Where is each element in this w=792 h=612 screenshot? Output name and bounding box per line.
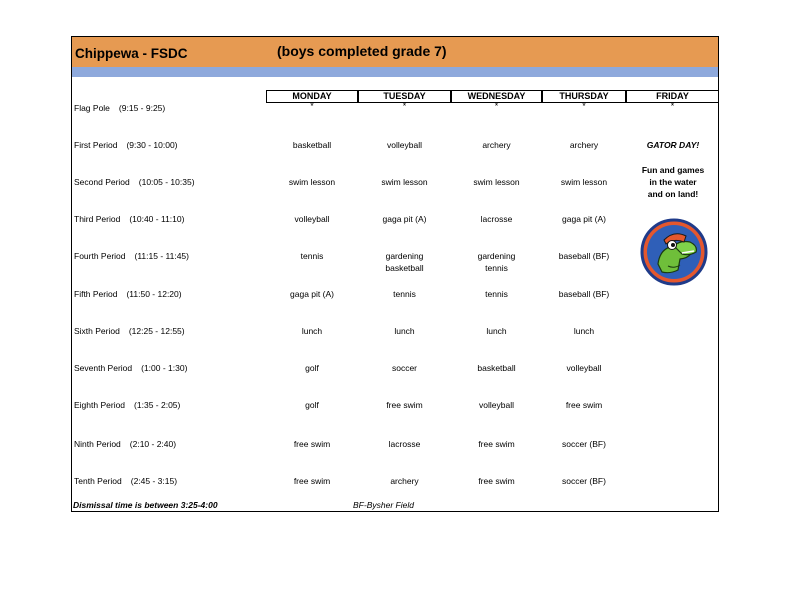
activity-cell: free swim	[478, 439, 515, 449]
period-time: (1:00 - 1:30)	[141, 363, 188, 373]
activity-cell: lunch	[573, 326, 595, 336]
activity-cell: soccer (BF)	[562, 439, 606, 449]
activity-cell: tennis	[300, 251, 324, 261]
friday-fun-text	[625, 164, 721, 200]
dismissal-note: Dismissal time is between 3:25-4:00	[73, 500, 218, 510]
flag-pole-marker: *	[494, 101, 499, 111]
day-header-thursday: THURSDAY	[542, 90, 626, 103]
period-name: Second Period	[74, 177, 130, 187]
flag-pole-marker: *	[670, 101, 675, 111]
header-band	[72, 37, 718, 67]
period-time: (1:35 - 2:05)	[134, 400, 181, 410]
day-header-monday: MONDAY	[266, 90, 358, 103]
activity-cell: free swim	[293, 476, 331, 486]
period-time: (2:45 - 3:15)	[130, 476, 178, 486]
period-name: Eighth Period	[74, 400, 126, 410]
fun-line: Fun and games	[641, 165, 705, 175]
activity-cell: volleyball	[566, 363, 602, 373]
activity-cell: lunch	[394, 326, 415, 336]
period-label	[74, 289, 182, 299]
activity-cell: archery	[482, 140, 511, 150]
activity-cell: soccer	[391, 363, 418, 373]
activity-cell: swim lesson	[288, 177, 336, 187]
period-name: Tenth Period	[74, 476, 122, 486]
period-time: (11:15 - 11:45)	[134, 251, 189, 261]
period-name: Fourth Period	[74, 251, 126, 261]
period-time: (11:50 - 12:20)	[126, 289, 182, 299]
activity-cell: golf	[305, 400, 319, 410]
activity-cell: baseball (BF)	[558, 289, 610, 299]
period-time: (12:25 - 12:55)	[128, 326, 185, 336]
activity-cell: soccer (BF)	[562, 476, 606, 486]
blue-divider-band	[72, 67, 718, 77]
period-label	[74, 103, 165, 113]
activity-cell: swim lesson	[381, 177, 428, 187]
period-label	[74, 439, 176, 449]
activity-cell: swim lesson	[560, 177, 608, 187]
day-header-wednesday: WEDNESDAY	[451, 90, 542, 103]
flag-pole-marker: *	[582, 101, 586, 111]
period-name: Fifth Period	[74, 289, 118, 299]
day-header-tuesday: TUESDAY	[358, 90, 451, 103]
activity-cell: swim lesson	[473, 177, 520, 187]
period-time: (9:30 - 10:00)	[126, 140, 178, 150]
camp-name: Chippewa - FSDC	[75, 46, 188, 61]
activity-cell: archery	[390, 476, 419, 486]
period-label	[74, 326, 185, 336]
day-header-friday: FRIDAY	[626, 90, 719, 103]
period-label	[74, 177, 195, 187]
period-time: (2:10 - 2:40)	[129, 439, 177, 449]
activity-cell: tennis	[485, 289, 508, 299]
period-name: Ninth Period	[74, 439, 121, 449]
period-time: (10:05 - 10:35)	[138, 177, 195, 187]
activity-cell: volleyball	[479, 400, 514, 410]
activity-cell: lunch	[301, 326, 323, 336]
period-name: Sixth Period	[74, 326, 120, 336]
period-name: Flag Pole	[74, 103, 110, 113]
period-label	[74, 140, 178, 150]
period-label	[74, 476, 177, 486]
period-label	[74, 400, 180, 410]
activity-cell: lacrosse	[388, 439, 421, 449]
activity-cell: basketball	[292, 140, 332, 150]
activity-cell: tennis	[393, 289, 416, 299]
period-label	[74, 214, 184, 224]
gator-mascot-icon	[640, 218, 708, 286]
activity-cell: free swim	[478, 476, 515, 486]
activity-cell: baseball (BF)	[558, 251, 610, 261]
activity-cell: free swim	[565, 400, 603, 410]
activity-cell: lunch	[486, 326, 507, 336]
period-name: Third Period	[74, 214, 121, 224]
fun-line: in the water	[649, 177, 697, 187]
activity-cell: volleyball	[387, 140, 422, 150]
schedule-sheet	[71, 36, 719, 512]
flag-pole-marker: *	[310, 101, 314, 111]
period-time: (9:15 - 9:25)	[118, 103, 166, 113]
activity-cell: volleyball	[294, 214, 330, 224]
activity-cell: free swim	[386, 400, 423, 410]
activity-cell: golf	[305, 363, 319, 373]
activity-cell: gardening basketball	[385, 251, 424, 273]
camp-subtitle: (boys completed grade 7)	[277, 43, 447, 59]
flag-pole-marker: *	[402, 101, 407, 111]
activity-cell: lacrosse	[480, 214, 513, 224]
activity-cell: free swim	[293, 439, 331, 449]
activity-cell: basketball	[477, 363, 516, 373]
gator-day-label: GATOR DAY!	[646, 140, 700, 150]
period-name: Seventh Period	[74, 363, 133, 373]
activity-cell: gaga pit (A)	[382, 214, 427, 224]
activity-cell: archery	[569, 140, 599, 150]
activity-cell: gaga pit (A)	[562, 214, 606, 224]
period-name: First Period	[74, 140, 118, 150]
period-label	[74, 251, 189, 261]
activity-cell: gaga pit (A)	[290, 289, 334, 299]
period-label	[74, 363, 187, 373]
fun-line: and on land!	[647, 189, 699, 199]
activity-cell: gardening tennis	[477, 251, 516, 273]
period-time: (10:40 - 11:10)	[129, 214, 185, 224]
bf-field-note: BF-Bysher Field	[353, 500, 414, 510]
